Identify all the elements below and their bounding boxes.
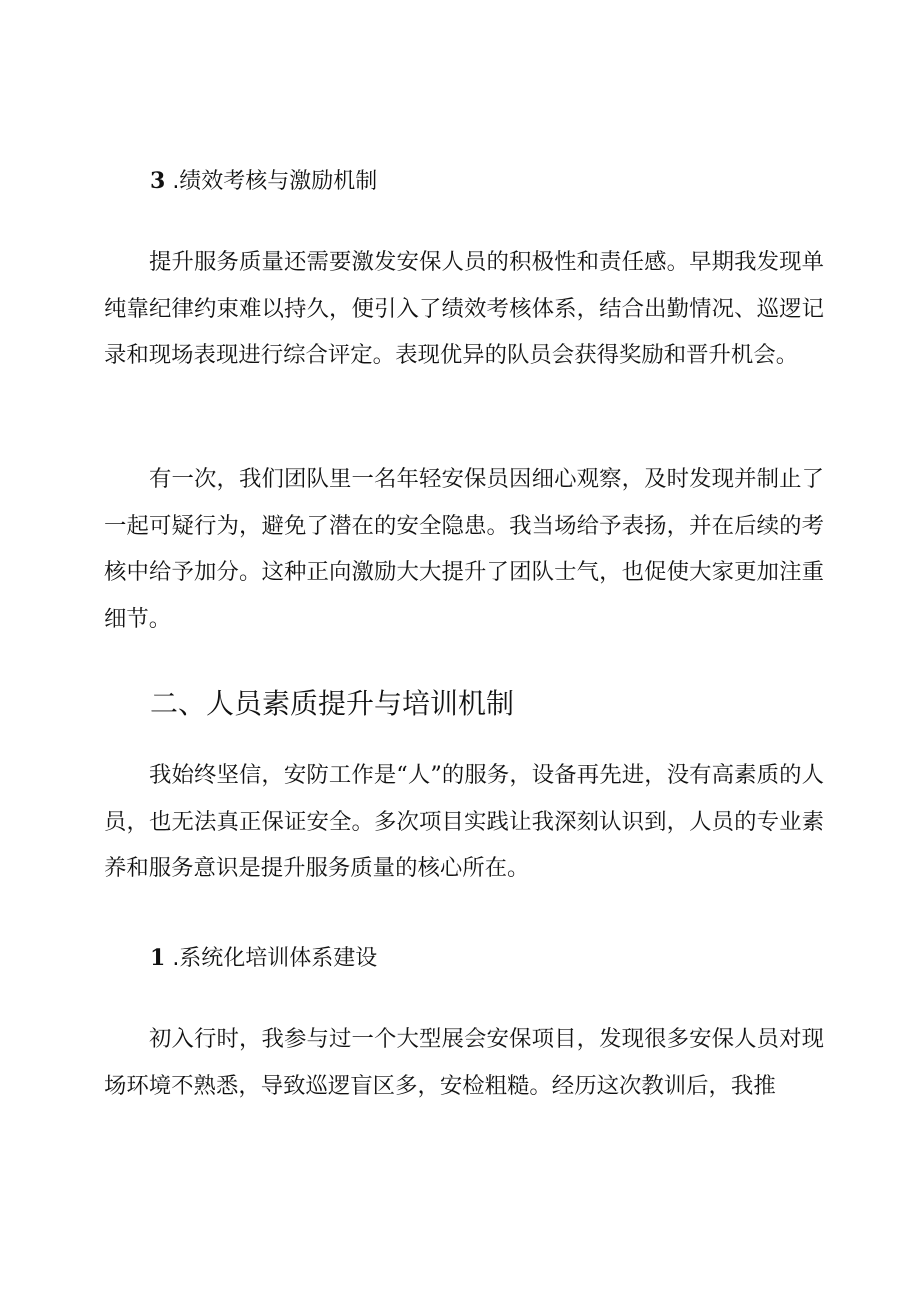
- subsection-title: .绩效考核与激励机制: [172, 169, 378, 194]
- paragraph-training-system: 初入行时，我参与过一个大型展会安保项目，发现很多安保人员对现场环境不熟悉，导致巡逻盲区多，安检粗糙。经历这次教训后，我推: [104, 1026, 824, 1099]
- subsection-heading-3: [150, 166, 377, 197]
- subsection-number: 1: [150, 945, 166, 971]
- paragraph-performance-assessment: 提升服务质量还需要激发安保人员的积极性和责任感。早期我发现单纯靠纪律约束难以持久，便引入了绩效考核体系，结合出勤情况、巡逻记录和现场表现进行综合评定。表现优异的队员会获得奖励和晋升机会。: [104, 249, 824, 368]
- section-heading-2: 二、人员素质提升与培训机制: [150, 687, 515, 720]
- paragraph-personnel-quality: 我始终坚信，安防工作是“人”的服务，设备再先进，没有高素质的人员，也无法真正保证安全。多次项目实践让我深刻认识到，人员的专业素养和服务意识是提升服务质量的核心所在。: [104, 762, 824, 881]
- subsection-title: .系统化培训体系建设: [172, 946, 378, 971]
- paragraph-incentive-example: 有一次，我们团队里一名年轻安保员因细心观察，及时发现并制止了一起可疑行为，避免了潜在的安全隐患。我当场给予表扬，并在后续的考核中给予加分。这种正向激励大大提升了团队士气，也促使大家更加注重细节。: [104, 466, 824, 632]
- subsection-number: 3: [150, 168, 166, 194]
- subsection-heading-1: [150, 943, 377, 974]
